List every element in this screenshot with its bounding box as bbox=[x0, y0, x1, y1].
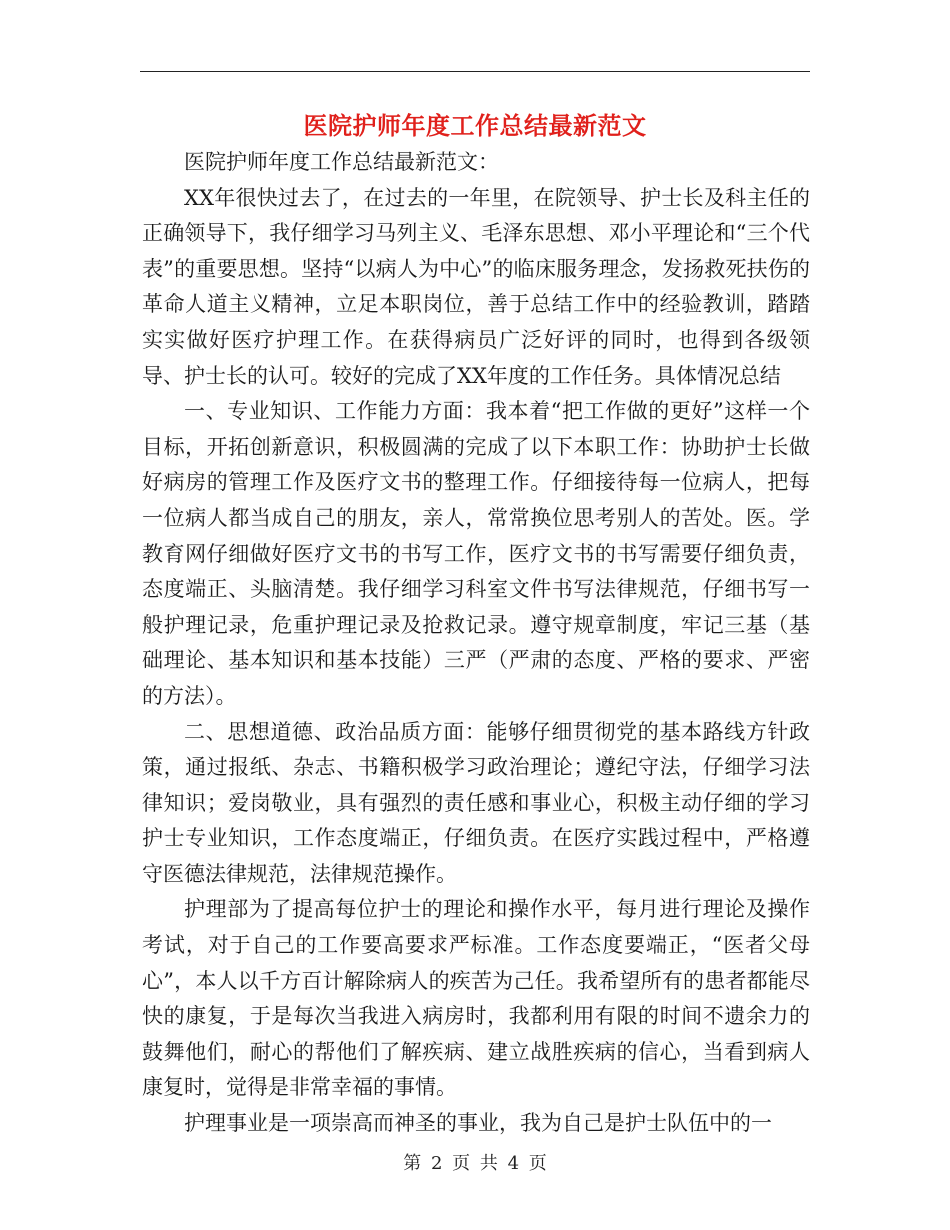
paragraph-professional: 一、专业知识、工作能力方面：我本着“把工作做的更好”这样一个目标，开拓创新意识，积极圆满的完成了以下本职工作：协助护士长做好病房的管理工作及医疗文书的整理工作。仔细接待每一位病人，把每一位病人都当成自己的朋友，亲人，常常换位思考别人的苦处。医。学教育网仔细做好医疗文书的书写工作，医疗文书的书写需要仔细负责，态度端正、头脑清楚。我仔细学习科室文件书写法律规范，仔细书写一般护理记录，危重护理记录及抢救记录。遵守规章制度，牢记三基（基础理论、基本知识和基本技能）三严（严肃的态度、严格的要求、严密的方法）。 bbox=[142, 399, 810, 708]
document-body bbox=[142, 145, 810, 1142]
header-rule bbox=[140, 71, 810, 72]
paragraph-nursing-career: 护理事业是一项崇高而神圣的事业，我为自己是护士队伍中的一 bbox=[184, 1111, 772, 1136]
paragraph-nursing-dept: 护理部为了提高每位护士的理论和操作水平，每月进行理论及操作考试，对于自己的工作要高要求严标准。工作态度要端正，“医者父母心”，本人以千方百计解除病人的疾苦为己任。我希望所有的患者都能尽快的康复，于是每次当我进入病房时，我都利用有限的时间不遗余力的鼓舞他们，耐心的帮他们了解疾病、建立战胜疾病的信心，当看到病人康复时，觉得是非常幸福的事情。 bbox=[142, 897, 810, 1100]
document-title: 医院护师年度工作总结最新范文 bbox=[303, 111, 647, 140]
paragraph-ethics: 二、思想道德、政治品质方面：能够仔细贯彻党的基本路线方针政策，通过报纸、杂志、书籍积极学习政治理论；遵纪守法，仔细学习法律知识；爱岗敬业，具有强烈的责任感和事业心，积极主动仔细的学习护士专业知识，工作态度端正，仔细负责。在医疗实践过程中，严格遵守医德法律规范，法律规范操作。 bbox=[142, 719, 810, 886]
page-number-footer: 第 2 页 共 4 页 bbox=[403, 1153, 547, 1174]
paragraph-intro: 医院护师年度工作总结最新范文： bbox=[184, 150, 499, 174]
paragraph-summary: XX年很快过去了，在过去的一年里，在院领导、护士长及科主任的正确领导下，我仔细学习马列主义、毛泽东思想、邓小平理论和“三个代表”的重要思想。坚持“以病人为中心”的临床服务理念，发扬救死扶伤的革命人道主义精神，立足本职岗位，善于总结工作中的经验教训，踏踏实实做好医疗护理工作。在获得病员广泛好评的同时，也得到各级领导、护士长的认可。较好的完成了XX年度的工作任务。具体情况总结 bbox=[142, 185, 810, 388]
